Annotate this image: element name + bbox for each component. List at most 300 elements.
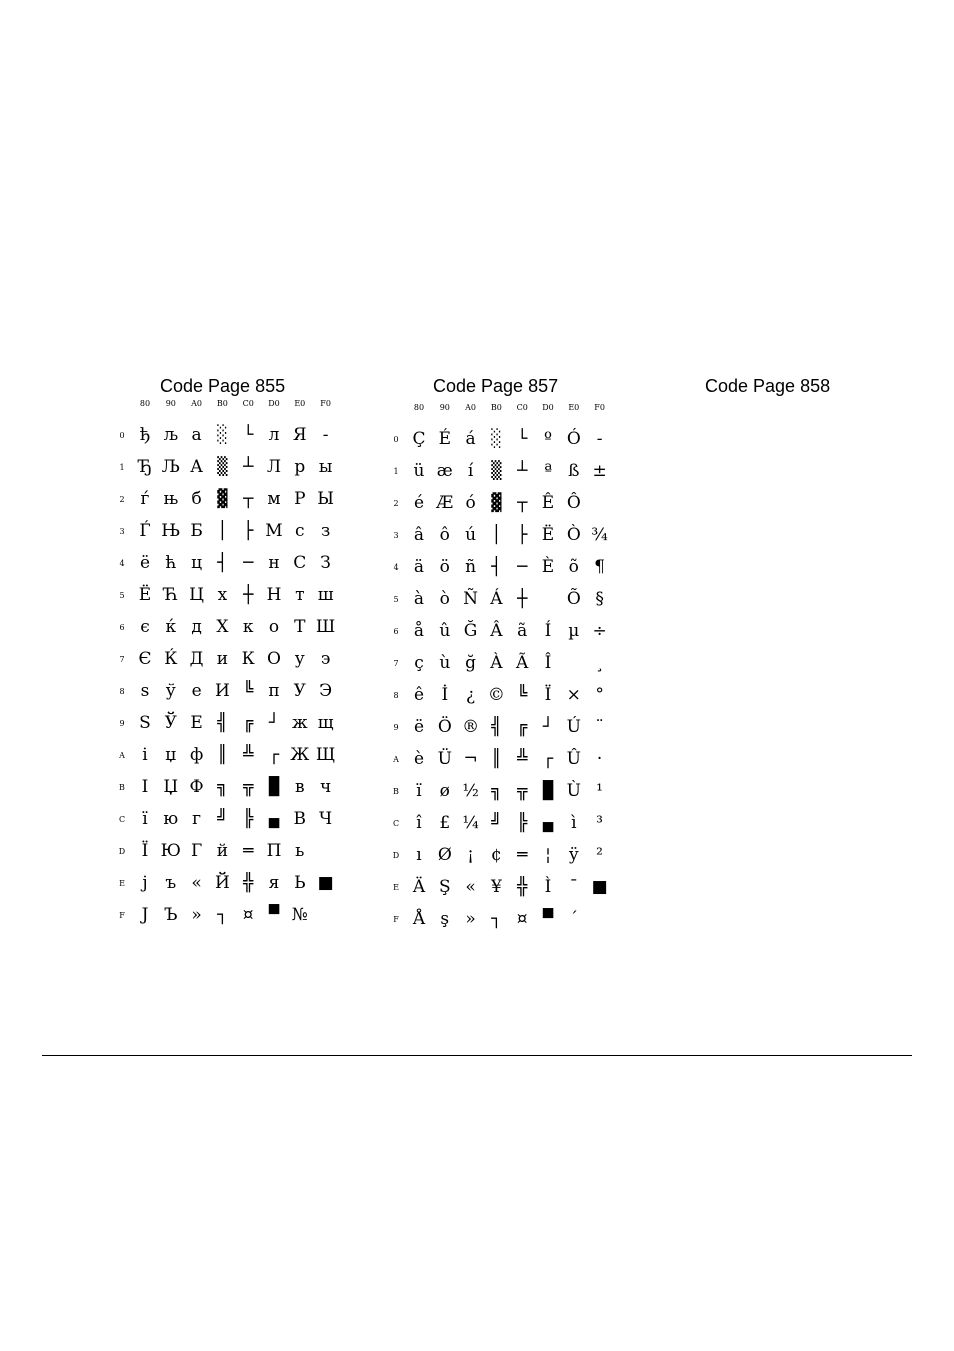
character-cell: è bbox=[413, 749, 425, 769]
character-cell: А bbox=[190, 457, 204, 477]
character-cell: Ћ bbox=[163, 585, 179, 605]
character-cell: ─ bbox=[243, 553, 254, 573]
character-cell: Ó bbox=[566, 429, 581, 449]
character-cell: Ъ bbox=[164, 905, 178, 925]
character-cell: Ї bbox=[141, 841, 149, 861]
character-cell: ² bbox=[596, 845, 603, 865]
character-cell: п bbox=[268, 681, 280, 701]
row-header: 6 bbox=[393, 627, 399, 636]
row-header: 3 bbox=[119, 527, 125, 536]
character-cell: н bbox=[268, 553, 280, 573]
column-header: 90 bbox=[165, 399, 176, 408]
character-cell: ┘ bbox=[542, 717, 554, 737]
row-header: 5 bbox=[393, 595, 399, 604]
character-cell: ÿ bbox=[568, 845, 579, 865]
code-page-857-title: Code Page 857 bbox=[433, 376, 559, 396]
row-header: 4 bbox=[119, 559, 125, 568]
character-cell: ░ bbox=[491, 429, 502, 449]
column-header: D0 bbox=[268, 399, 280, 408]
character-cell: î bbox=[416, 813, 422, 833]
character-cell: É bbox=[438, 429, 451, 449]
character-cell: ö bbox=[439, 557, 450, 577]
character-cell: ╚ bbox=[517, 685, 528, 705]
character-cell: ë bbox=[413, 717, 425, 737]
character-cell: ┴ bbox=[243, 457, 254, 477]
character-cell: Õ bbox=[566, 589, 581, 609]
character-cell: ▄ bbox=[268, 809, 280, 829]
character-cell: Љ bbox=[161, 457, 181, 477]
character-cell: Ў bbox=[164, 713, 177, 733]
character-cell: Ù bbox=[566, 781, 581, 801]
column-header: E0 bbox=[568, 403, 580, 412]
character-cell: э bbox=[320, 649, 331, 669]
character-cell: ┐ bbox=[217, 905, 228, 925]
character-cell: м bbox=[267, 489, 281, 509]
character-cell: ѕ bbox=[140, 681, 150, 701]
character-cell: ▓ bbox=[217, 489, 228, 509]
character-cell: ђ bbox=[139, 425, 151, 445]
character-cell: ▓ bbox=[491, 493, 502, 513]
character-cell: љ bbox=[163, 425, 178, 445]
character-cell: ¹ bbox=[596, 781, 603, 801]
character-cell: ё bbox=[139, 553, 151, 573]
code-page-855-title: Code Page 855 bbox=[160, 376, 286, 396]
character-cell: Щ bbox=[315, 745, 336, 765]
character-cell: ■ bbox=[591, 877, 608, 897]
row-header: 9 bbox=[393, 723, 399, 732]
character-cell: О bbox=[267, 649, 281, 669]
character-cell: ├ bbox=[517, 525, 528, 545]
row-header: 7 bbox=[393, 659, 399, 668]
character-cell: ¤ bbox=[516, 909, 528, 929]
character-cell: » bbox=[465, 909, 476, 929]
character-cell: Џ bbox=[163, 777, 179, 797]
character-cell: é bbox=[413, 493, 425, 513]
character-cell: ┬ bbox=[243, 489, 254, 509]
column-header: 80 bbox=[139, 399, 151, 408]
column-header: B0 bbox=[216, 399, 228, 408]
character-cell: ¾ bbox=[591, 525, 608, 545]
character-cell: ¶ bbox=[594, 557, 605, 577]
row-header: 7 bbox=[119, 655, 125, 664]
character-cell: ã bbox=[517, 621, 528, 641]
character-cell: ┴ bbox=[517, 461, 528, 481]
character-cell: ф bbox=[189, 745, 204, 765]
character-cell: ê bbox=[413, 685, 425, 705]
row-header: 3 bbox=[393, 531, 399, 540]
character-cell: Г bbox=[190, 841, 203, 861]
character-cell: ß bbox=[568, 461, 580, 481]
character-cell: Ѕ bbox=[139, 713, 151, 733]
character-cell: Å bbox=[412, 909, 426, 929]
character-cell: и bbox=[216, 649, 229, 669]
character-cell: ± bbox=[592, 461, 607, 481]
character-cell: ╗ bbox=[491, 781, 502, 801]
row-header: 6 bbox=[119, 623, 125, 632]
character-cell: в bbox=[295, 777, 305, 797]
character-cell: щ bbox=[317, 713, 334, 733]
character-cell: Ö bbox=[437, 717, 452, 737]
character-cell: ▒ bbox=[491, 461, 502, 481]
character-cell: К bbox=[241, 649, 255, 669]
character-cell: ° bbox=[595, 685, 604, 705]
character-cell: ½ bbox=[462, 781, 479, 801]
character-cell: Î bbox=[544, 653, 552, 673]
column-header: C0 bbox=[516, 403, 528, 412]
character-cell: Ì bbox=[544, 877, 552, 897]
character-cell: е bbox=[191, 681, 202, 701]
character-cell: Ò bbox=[566, 525, 581, 545]
character-cell: г bbox=[192, 809, 202, 829]
character-cell: À bbox=[490, 653, 503, 673]
character-cell: ╣ bbox=[491, 717, 502, 737]
character-cell: ï bbox=[416, 781, 422, 801]
character-cell: ü bbox=[413, 461, 425, 481]
character-cell: ╬ bbox=[243, 873, 254, 893]
character-cell: Û bbox=[566, 749, 581, 769]
character-cell: ┤ bbox=[217, 553, 228, 573]
row-header: A bbox=[119, 751, 125, 760]
character-cell: В bbox=[293, 809, 307, 829]
character-cell: Ђ bbox=[138, 457, 152, 477]
character-cell: × bbox=[566, 685, 581, 705]
character-cell: Т bbox=[294, 617, 306, 637]
character-cell: ¥ bbox=[490, 877, 502, 897]
column-header: 90 bbox=[439, 403, 450, 412]
character-cell: │ bbox=[491, 525, 502, 545]
row-header: D bbox=[118, 847, 126, 856]
character-cell: Í bbox=[544, 621, 552, 641]
row-header: C bbox=[118, 815, 126, 824]
character-cell: - bbox=[596, 429, 603, 449]
row-header: E bbox=[393, 883, 399, 892]
column-header: A0 bbox=[191, 399, 203, 408]
character-cell: ┌ bbox=[268, 745, 280, 765]
row-header: B bbox=[119, 783, 125, 792]
character-cell: █ bbox=[542, 781, 554, 801]
character-cell: ц bbox=[191, 553, 203, 573]
character-cell: ├ bbox=[243, 521, 254, 541]
character-cell: є bbox=[140, 617, 150, 637]
character-cell: Ï bbox=[544, 685, 552, 705]
character-cell: і bbox=[142, 745, 148, 765]
character-cell: ¤ bbox=[242, 905, 254, 925]
character-cell: ▄ bbox=[542, 813, 554, 833]
character-cell bbox=[561, 650, 587, 676]
character-cell: á bbox=[465, 429, 476, 449]
character-cell: П bbox=[266, 841, 282, 861]
character-cell: Ы bbox=[317, 489, 334, 509]
character-cell: £ bbox=[439, 813, 451, 833]
character-cell: ї bbox=[142, 809, 148, 829]
character-cell: ´ bbox=[569, 909, 579, 929]
character-cell: ¯ bbox=[569, 877, 579, 897]
character-cell: т bbox=[295, 585, 305, 605]
character-cell: Â bbox=[490, 621, 503, 641]
character-cell: © bbox=[487, 685, 505, 705]
character-cell: ç bbox=[414, 653, 424, 673]
character-cell: Ã bbox=[516, 653, 529, 673]
character-cell: ј bbox=[142, 873, 148, 893]
character-cell: Ж bbox=[290, 745, 310, 765]
character-cell: ¬ bbox=[463, 749, 478, 769]
character-cell: å bbox=[413, 621, 425, 641]
character-cell: « bbox=[191, 873, 202, 893]
character-cell: ║ bbox=[217, 745, 228, 765]
row-header: 1 bbox=[393, 467, 399, 476]
character-cell: њ bbox=[163, 489, 179, 509]
character-cell: º bbox=[544, 429, 552, 449]
character-cell: ╗ bbox=[217, 777, 228, 797]
character-cell: Ø bbox=[437, 845, 452, 865]
character-cell: ч bbox=[319, 777, 332, 797]
character-cell: Ë bbox=[541, 525, 555, 545]
character-cell: р bbox=[294, 457, 306, 477]
character-cell: ╝ bbox=[491, 813, 502, 833]
character-cell: д bbox=[191, 617, 202, 637]
character-cell: Ä bbox=[412, 877, 426, 897]
character-cell: Ќ bbox=[164, 649, 178, 669]
character-cell: ░ bbox=[217, 425, 228, 445]
character-cell: Ј bbox=[141, 905, 149, 925]
character-cell: ■ bbox=[317, 873, 334, 893]
character-cell: З bbox=[320, 553, 331, 573]
character-cell: Є bbox=[138, 649, 152, 669]
character-cell: Н bbox=[266, 585, 282, 605]
row-header: F bbox=[393, 915, 399, 924]
character-cell: æ bbox=[436, 461, 453, 481]
character-cell: Ô bbox=[566, 493, 581, 513]
character-cell: ¸ bbox=[595, 653, 604, 673]
character-cell: ─ bbox=[517, 557, 528, 577]
character-cell: У bbox=[293, 681, 306, 701]
character-cell: └ bbox=[243, 425, 254, 445]
character-cell: ═ bbox=[517, 845, 528, 865]
character-cell: Ш bbox=[315, 617, 336, 637]
character-cell: Ğ bbox=[463, 621, 478, 641]
character-cell: ñ bbox=[465, 557, 477, 577]
character-cell: џ bbox=[165, 745, 177, 765]
character-cell: ╔ bbox=[517, 717, 528, 737]
character-cell: ú bbox=[465, 525, 477, 545]
character-cell: ║ bbox=[491, 749, 502, 769]
character-cell: ┼ bbox=[517, 589, 528, 609]
character-cell: ┐ bbox=[491, 909, 502, 929]
character-cell: à bbox=[413, 589, 425, 609]
character-cell: Ú bbox=[566, 717, 581, 737]
character-cell: ô bbox=[439, 525, 450, 545]
character-cell: ў bbox=[165, 681, 176, 701]
character-cell: í bbox=[467, 461, 474, 481]
character-cell: ж bbox=[291, 713, 308, 733]
character-cell: ┬ bbox=[517, 493, 528, 513]
character-cell: İ bbox=[441, 685, 449, 705]
character-cell: ó bbox=[465, 493, 476, 513]
character-cell: Ѓ bbox=[139, 521, 151, 541]
character-cell: ù bbox=[439, 653, 451, 673]
row-header: F bbox=[119, 911, 125, 920]
character-cell: Њ bbox=[161, 521, 181, 541]
character-cell: ╣ bbox=[217, 713, 228, 733]
character-cell: х bbox=[217, 585, 228, 605]
character-cell: ╦ bbox=[243, 777, 254, 797]
character-cell: ® bbox=[462, 717, 480, 737]
character-cell: █ bbox=[268, 777, 280, 797]
character-cell: с bbox=[295, 521, 305, 541]
column-header: E0 bbox=[294, 399, 306, 408]
character-cell: ı bbox=[416, 845, 422, 865]
character-cell: І bbox=[141, 777, 149, 797]
character-cell: « bbox=[465, 877, 476, 897]
row-header: 9 bbox=[119, 719, 125, 728]
character-cell: ▒ bbox=[217, 457, 228, 477]
character-cell: Д bbox=[189, 649, 204, 669]
character-cell: ¨ bbox=[595, 717, 604, 737]
character-cell: М bbox=[265, 521, 283, 541]
character-cell: ╔ bbox=[243, 713, 254, 733]
row-header: 2 bbox=[393, 499, 399, 508]
character-cell: ¡ bbox=[467, 845, 475, 865]
character-cell: Л bbox=[266, 457, 282, 477]
character-cell: └ bbox=[517, 429, 528, 449]
character-cell: Я bbox=[292, 425, 307, 445]
character-cell: Ф bbox=[189, 777, 204, 797]
character-cell bbox=[313, 838, 339, 864]
character-cell: ¦ bbox=[545, 845, 551, 865]
character-cell: И bbox=[214, 681, 230, 701]
character-cell: ╩ bbox=[517, 749, 528, 769]
column-header: B0 bbox=[490, 403, 502, 412]
column-header: F0 bbox=[594, 403, 605, 412]
character-cell: ╠ bbox=[243, 809, 254, 829]
character-cell: з bbox=[320, 521, 331, 541]
character-cell: й bbox=[216, 841, 229, 861]
character-cell: ø bbox=[439, 781, 450, 801]
row-header: 8 bbox=[393, 691, 399, 700]
character-cell: ┼ bbox=[243, 585, 254, 605]
character-cell: Б bbox=[190, 521, 203, 541]
character-cell: Е bbox=[190, 713, 203, 733]
character-cell: о bbox=[268, 617, 280, 637]
code-page-858-title: Code Page 858 bbox=[705, 376, 831, 396]
character-cell: Э bbox=[319, 681, 333, 701]
character-cell: Ü bbox=[437, 749, 452, 769]
character-cell: ª bbox=[543, 461, 553, 481]
character-cell: ┌ bbox=[542, 749, 554, 769]
character-cell: С bbox=[293, 553, 307, 573]
character-cell: Ц bbox=[189, 585, 204, 605]
character-cell: ğ bbox=[465, 653, 477, 673]
character-cell: µ bbox=[568, 621, 580, 641]
character-cell: ╬ bbox=[517, 877, 528, 897]
column-header: A0 bbox=[465, 403, 477, 412]
character-cell: Ş bbox=[438, 877, 451, 897]
column-header: D0 bbox=[542, 403, 554, 412]
character-cell: â bbox=[413, 525, 425, 545]
character-cell: ш bbox=[317, 585, 334, 605]
character-cell: ы bbox=[318, 457, 333, 477]
row-header: 0 bbox=[119, 431, 125, 440]
column-header: C0 bbox=[242, 399, 254, 408]
character-cell: Й bbox=[214, 873, 230, 893]
character-cell: ╦ bbox=[517, 781, 528, 801]
row-header: 0 bbox=[393, 435, 399, 444]
character-cell: û bbox=[439, 621, 451, 641]
character-cell: б bbox=[191, 489, 202, 509]
row-header: E bbox=[119, 879, 125, 888]
character-cell: ю bbox=[163, 809, 179, 829]
character-cell: Ю bbox=[160, 841, 181, 861]
row-header: 5 bbox=[119, 591, 125, 600]
character-cell: ћ bbox=[165, 553, 177, 573]
character-cell: № bbox=[291, 905, 308, 925]
character-cell: Р bbox=[294, 489, 306, 509]
character-cell: ╠ bbox=[517, 813, 528, 833]
character-cell: õ bbox=[568, 557, 579, 577]
character-cell: » bbox=[191, 905, 202, 925]
character-cell: ┤ bbox=[491, 557, 502, 577]
character-cell: ş bbox=[440, 909, 450, 929]
character-cell: Ê bbox=[541, 493, 555, 513]
column-header: F0 bbox=[320, 399, 331, 408]
character-cell: л bbox=[268, 425, 280, 445]
character-cell: ³ bbox=[596, 813, 603, 833]
character-cell: ¿ bbox=[466, 685, 476, 705]
character-cell: ѓ bbox=[140, 489, 150, 509]
character-cell: ╝ bbox=[217, 809, 228, 829]
character-cell: Ñ bbox=[463, 589, 479, 609]
character-cell: Á bbox=[490, 589, 503, 609]
character-cell: ÷ bbox=[592, 621, 607, 641]
character-cell: ¼ bbox=[462, 813, 479, 833]
row-header: 1 bbox=[119, 463, 125, 472]
character-cell: ъ bbox=[165, 873, 177, 893]
character-cell: ä bbox=[413, 557, 425, 577]
character-cell: Ç bbox=[412, 429, 426, 449]
character-cell bbox=[587, 490, 613, 516]
character-cell: ┘ bbox=[268, 713, 280, 733]
row-header: A bbox=[393, 755, 399, 764]
character-cell: ќ bbox=[165, 617, 177, 637]
character-cell: я bbox=[268, 873, 280, 893]
character-cell bbox=[535, 586, 561, 612]
character-cell: Х bbox=[216, 617, 229, 637]
character-cell: ¢ bbox=[490, 845, 502, 865]
footer-rule bbox=[42, 1055, 912, 1056]
character-cell: ì bbox=[571, 813, 577, 833]
character-cell bbox=[587, 906, 613, 932]
character-cell: а bbox=[191, 425, 202, 445]
row-header: 2 bbox=[119, 495, 125, 504]
character-cell: ═ bbox=[243, 841, 254, 861]
character-cell: Ё bbox=[138, 585, 152, 605]
character-cell: ò bbox=[439, 589, 450, 609]
character-cell: │ bbox=[217, 521, 228, 541]
character-cell: ▀ bbox=[542, 909, 554, 929]
character-cell: у bbox=[294, 649, 305, 669]
character-cell: к bbox=[242, 617, 254, 637]
character-cell: · bbox=[596, 749, 603, 769]
row-header: D bbox=[392, 851, 400, 860]
character-cell: Ч bbox=[319, 809, 333, 829]
row-header: B bbox=[393, 787, 399, 796]
row-header: 4 bbox=[393, 563, 399, 572]
character-cell bbox=[313, 902, 339, 928]
row-header: 8 bbox=[119, 687, 125, 696]
character-cell: ▀ bbox=[268, 905, 280, 925]
character-cell: Æ bbox=[436, 493, 454, 513]
character-cell: È bbox=[541, 557, 555, 577]
